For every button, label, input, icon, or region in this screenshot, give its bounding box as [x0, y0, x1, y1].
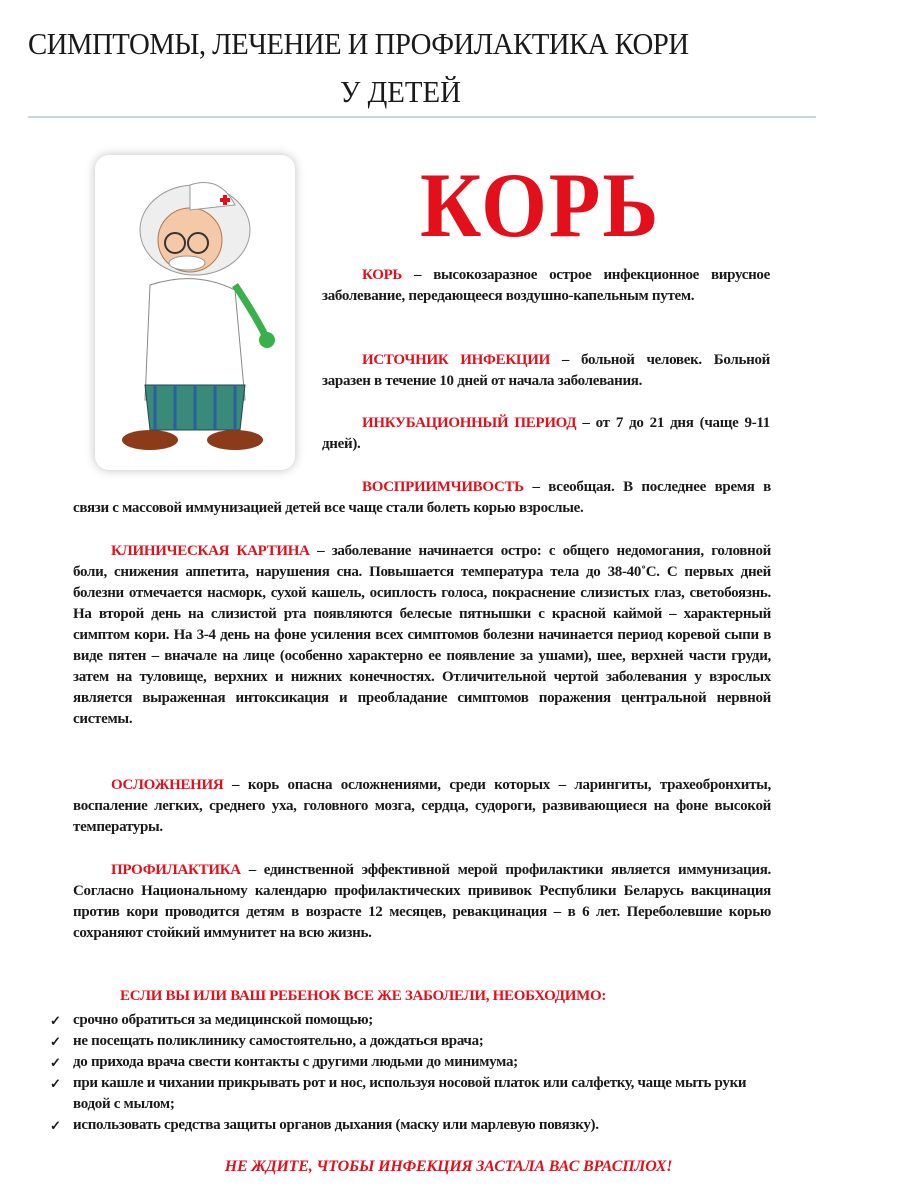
section-susceptibility	[73, 477, 771, 519]
check-icon: ✓	[50, 1076, 61, 1091]
section-prevention	[73, 860, 771, 944]
section-source	[322, 350, 770, 392]
list-item	[50, 1115, 780, 1136]
check-icon: ✓	[50, 1055, 61, 1070]
list-item	[50, 1010, 780, 1031]
section-clinical	[73, 541, 771, 730]
text: – всеобщая. В последнее время в связи с массовой иммунизацией детей все чаще стали болеть корью взрослые.	[73, 479, 771, 516]
term: ПРОФИЛАКТИКА	[111, 862, 241, 878]
divider	[28, 116, 816, 118]
text: – единственной эффективной мерой профилактики является иммунизация. Согласно Национальному календарю профилактических прививок Республики Беларусь вакцинация против кори проводится детям в возрасте 12 месяцев, ревакцинация – в 6 лет. Переболевшие корью сохраняют стойкий иммунитет на всю жизнь.	[73, 862, 771, 941]
term: ИСТОЧНИК ИНФЕКЦИИ	[362, 352, 550, 368]
checklist-title: ЕСЛИ ВЫ ИЛИ ВАШ РЕБЕНОК ВСЕ ЖЕ ЗАБОЛЕЛИ, НЕОБХОДИМО:	[120, 988, 607, 1004]
check-icon: ✓	[50, 1118, 61, 1133]
term: КЛИНИЧЕСКАЯ КАРТИНА	[111, 543, 310, 559]
page-title-line2: У ДЕТЕЙ	[340, 74, 461, 109]
list-item-text: использовать средства защиты органов дыхания (маску или марлевую повязку).	[73, 1117, 599, 1133]
list-item-text: до прихода врача свести контакты с другими людьми до минимума;	[73, 1054, 518, 1070]
term: ОСЛОЖНЕНИЯ	[111, 777, 224, 793]
list-item-text: срочно обратиться за медицинской помощью;	[73, 1012, 373, 1028]
list-item	[50, 1073, 780, 1115]
poster-title: КОРЬ	[420, 154, 661, 256]
section-incubation	[322, 413, 770, 455]
section-definition	[322, 265, 770, 307]
doctor-illustration	[95, 155, 295, 470]
section-complications	[73, 775, 771, 838]
final-warning: НЕ ЖДИТЕ, ЧТОБЫ ИНФЕКЦИЯ ЗАСТАЛА ВАС ВРАСПЛОХ!	[224, 1158, 673, 1175]
text: – больной человек. Больной заразен в течение 10 дней от начала заболевания.	[322, 352, 770, 389]
check-icon: ✓	[50, 1013, 61, 1028]
doctor-cartoon-icon	[95, 155, 295, 470]
list-item-text: не посещать поликлинику самостоятельно, а дождаться врача;	[73, 1033, 484, 1049]
list-item-text: при кашле и чихании прикрывать рот и нос, используя носовой платок или салфетку, чаще мыть руки водой с мылом;	[73, 1075, 747, 1112]
text: – от 7 до 21 дня (чаще 9-11 дней).	[322, 415, 770, 452]
page-title: СИМПТОМЫ, ЛЕЧЕНИЕ И ПРОФИЛАКТИКА КОРИ	[28, 26, 689, 61]
term: КОРЬ	[362, 267, 403, 283]
text: – высокозаразное острое инфекционное вирусное заболевание, передающееся воздушно-капельным путем.	[322, 267, 770, 304]
term: ИНКУБАЦИОННЫЙ ПЕРИОД	[362, 415, 577, 431]
text: – заболевание начинается остро: с общего недомогания, головной боли, снижения аппетита, нарушения сна. Повышается температура тела до 38-40˚С. С первых дней болезни отмечается насморк, сухой кашель, осиплость голоса, покраснение слизистых глаз, светобоязнь. На второй день на слизистой рта появляются белесые пятнышки с красной каймой – характерный симптом кори. На 3-4 день на фоне усиления всех симптомов болезни начинается период коревой сыпи в виде пятен – вначале на лице (особенно характерно ее появление за ушами), шее, верхней части груди, затем на туловище, верхних и нижних конечностях. Отличительной чертой заболевания у взрослых является выраженная интоксикация и преобладание симптомов поражения центральной нервной системы.	[73, 543, 771, 727]
checklist	[50, 1010, 780, 1136]
term: ВОСПРИИМЧИВОСТЬ	[362, 479, 524, 495]
text: – корь опасна осложнениями, среди которых – ларингиты, трахеобронхиты, воспаление легких, среднего уха, головного мозга, сердца, судороги, развивающиеся на фоне высокой температуры.	[73, 777, 771, 835]
list-item	[50, 1031, 780, 1052]
check-icon: ✓	[50, 1034, 61, 1049]
list-item	[50, 1052, 780, 1073]
